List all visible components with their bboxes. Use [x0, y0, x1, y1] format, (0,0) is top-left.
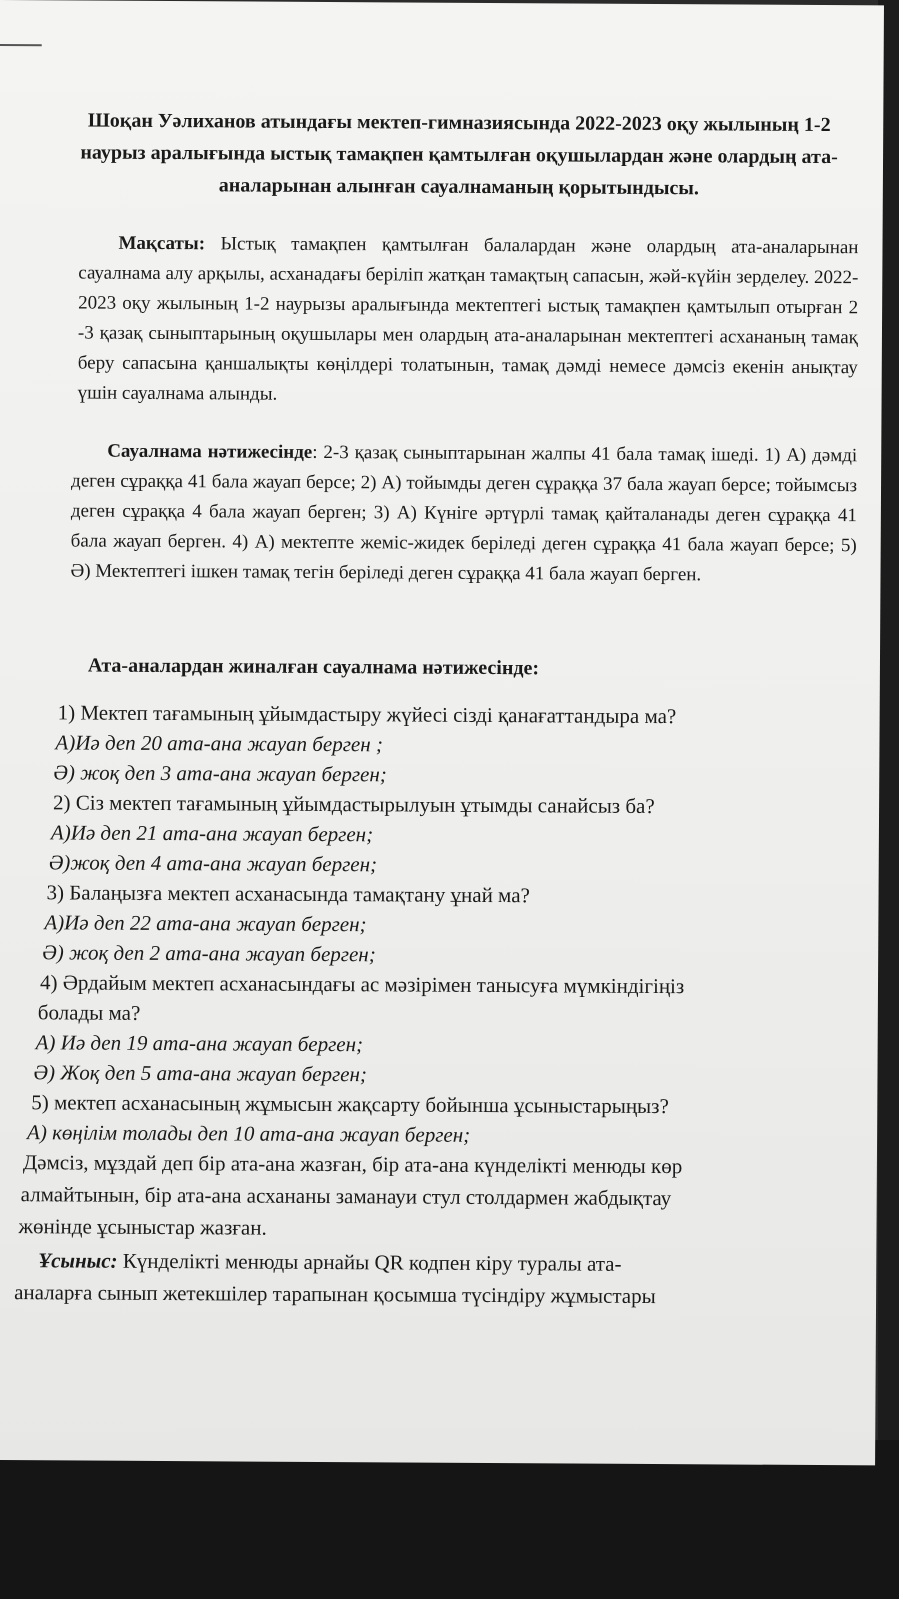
document-title: Шоқан Уәлиханов атындағы мектеп-гимназиясында 2022-2023 оқу жылының 1-2 наурыз аралығында ыстық тамақпен қамтылған оқушылардан және олардың ата-аналарынан алынған сауалнаманың қорытындысы. [80, 109, 838, 200]
purpose-text: Ыстық тамақпен қамтылған балалардан және олардың ата-аналарынан сауалнама алу арқылы, асханадағы беріліп жатқан тамақтың сапасын, жәй-күйін зерделеу. 2022-2023 оқу жылының 1-2 наурызы аралығында мектептегі ыстық тамақпен қамтылып отырған 2 -3 қазақ сыныптарының оқушылары мен олардың ата-аналарынан мектептегі асхананың тамақ беру сапасына қаншалықты көңілдері толатынын, тамақ дәмді немесе дәмсіз екенін анықтау үшін сауалнама алынды. [77, 233, 859, 405]
answer-line: Ә)жоқ деп 4 ата-ана жауап берген; [48, 850, 378, 877]
answer-line: Ә) жоқ деп 3 ата-ана жауап берген; [53, 760, 387, 787]
question-line: болады ма? [37, 1000, 141, 1025]
recommendation-label: Ұсыныс: [38, 1248, 118, 1273]
results-text: : 2-3 қазақ сыныптарынан жалпы 41 бала тамақ ішеді. 1) А) дәмді деген сұраққа 41 бала жауап берсе; 2) А) тойымды деген сұраққа 37 бала жауап берсе; тойымсыз деген сұраққа 4 бала жауап берген; 3) А) Күнiге әртүрлі тамақ қайталанады деген сұраққа 41 бала жауап берген. 4) А) мектепте жеміс-жидек беріледі деген сұраққа 41 бала жауап берсе; 5) Ә) Мектептегі ішкен тамақ тегін беріледі деген сұраққа 41 бала жауап берген. [70, 441, 858, 586]
comment-line: Дәмсіз, мұздай деп бір ата-ана жазған, бір ата-ана күнделікті менюды көр [22, 1150, 683, 1179]
question-line: 3) Балаңызға мектеп асханасында тамақтану ұнай ма? [46, 880, 530, 908]
results-paragraph [70, 436, 857, 591]
purpose-paragraph [78, 228, 859, 413]
question-line: 5) мектеп асханасының жұмысын жақсарту бойынша ұсыныстарыңыз? [31, 1090, 669, 1119]
answer-line: А) Иә деп 19 ата-ана жауап берген; [35, 1030, 364, 1057]
answer-line: А)Иә деп 20 ата-ана жауап берген ; [55, 730, 383, 757]
results-label: Сауалнама нәтижесінде [107, 440, 313, 463]
answer-line: А)Иә деп 22 ата-ана жауап берген; [44, 910, 367, 937]
pen-mark [0, 44, 42, 46]
answer-line: А) көңілім толады деп 10 ата-ана жауап берген; [27, 1120, 471, 1147]
recommendation-line [38, 1245, 621, 1279]
answer-line: Ә) Жоқ деп 5 ата-ана жауап берген; [33, 1060, 368, 1087]
question-line: 4) Әрдайым мектеп асханасындағы ас мәзірімен танысуға мүмкіндігіңіз [39, 970, 685, 999]
answer-line: Ә) жоқ деп 2 ата-ана жауап берген; [42, 940, 376, 967]
recommendation-line-2: аналарға сынып жетекшілер тарапынан қосымша түсіндіру жұмыстары [14, 1280, 656, 1309]
comment-line: жөнінде ұсыныстар жазған. [18, 1214, 267, 1240]
parents-heading: Ата-аналардан жиналған сауалнама нәтижесінде: [87, 654, 540, 680]
recommendation-text: Күнделікті менюды арнайы QR кодпен кіру туралы ата- [117, 1248, 622, 1276]
purpose-label: Мақсаты: [118, 232, 206, 255]
question-line: 1) Мектеп тағамының ұйымдастыру жүйесі сізді қанағаттандыра ма? [57, 700, 677, 729]
answer-line: А)Иә деп 21 ата-ана жауап берген; [50, 820, 374, 847]
question-line: 2) Сіз мектеп тағамының ұйымдастырылуын ұтымды санайсыз ба? [53, 790, 655, 819]
comment-line: алмайтынын, бір ата-ана асхананы заманауи стул столдармен жабдықтау [20, 1182, 672, 1211]
